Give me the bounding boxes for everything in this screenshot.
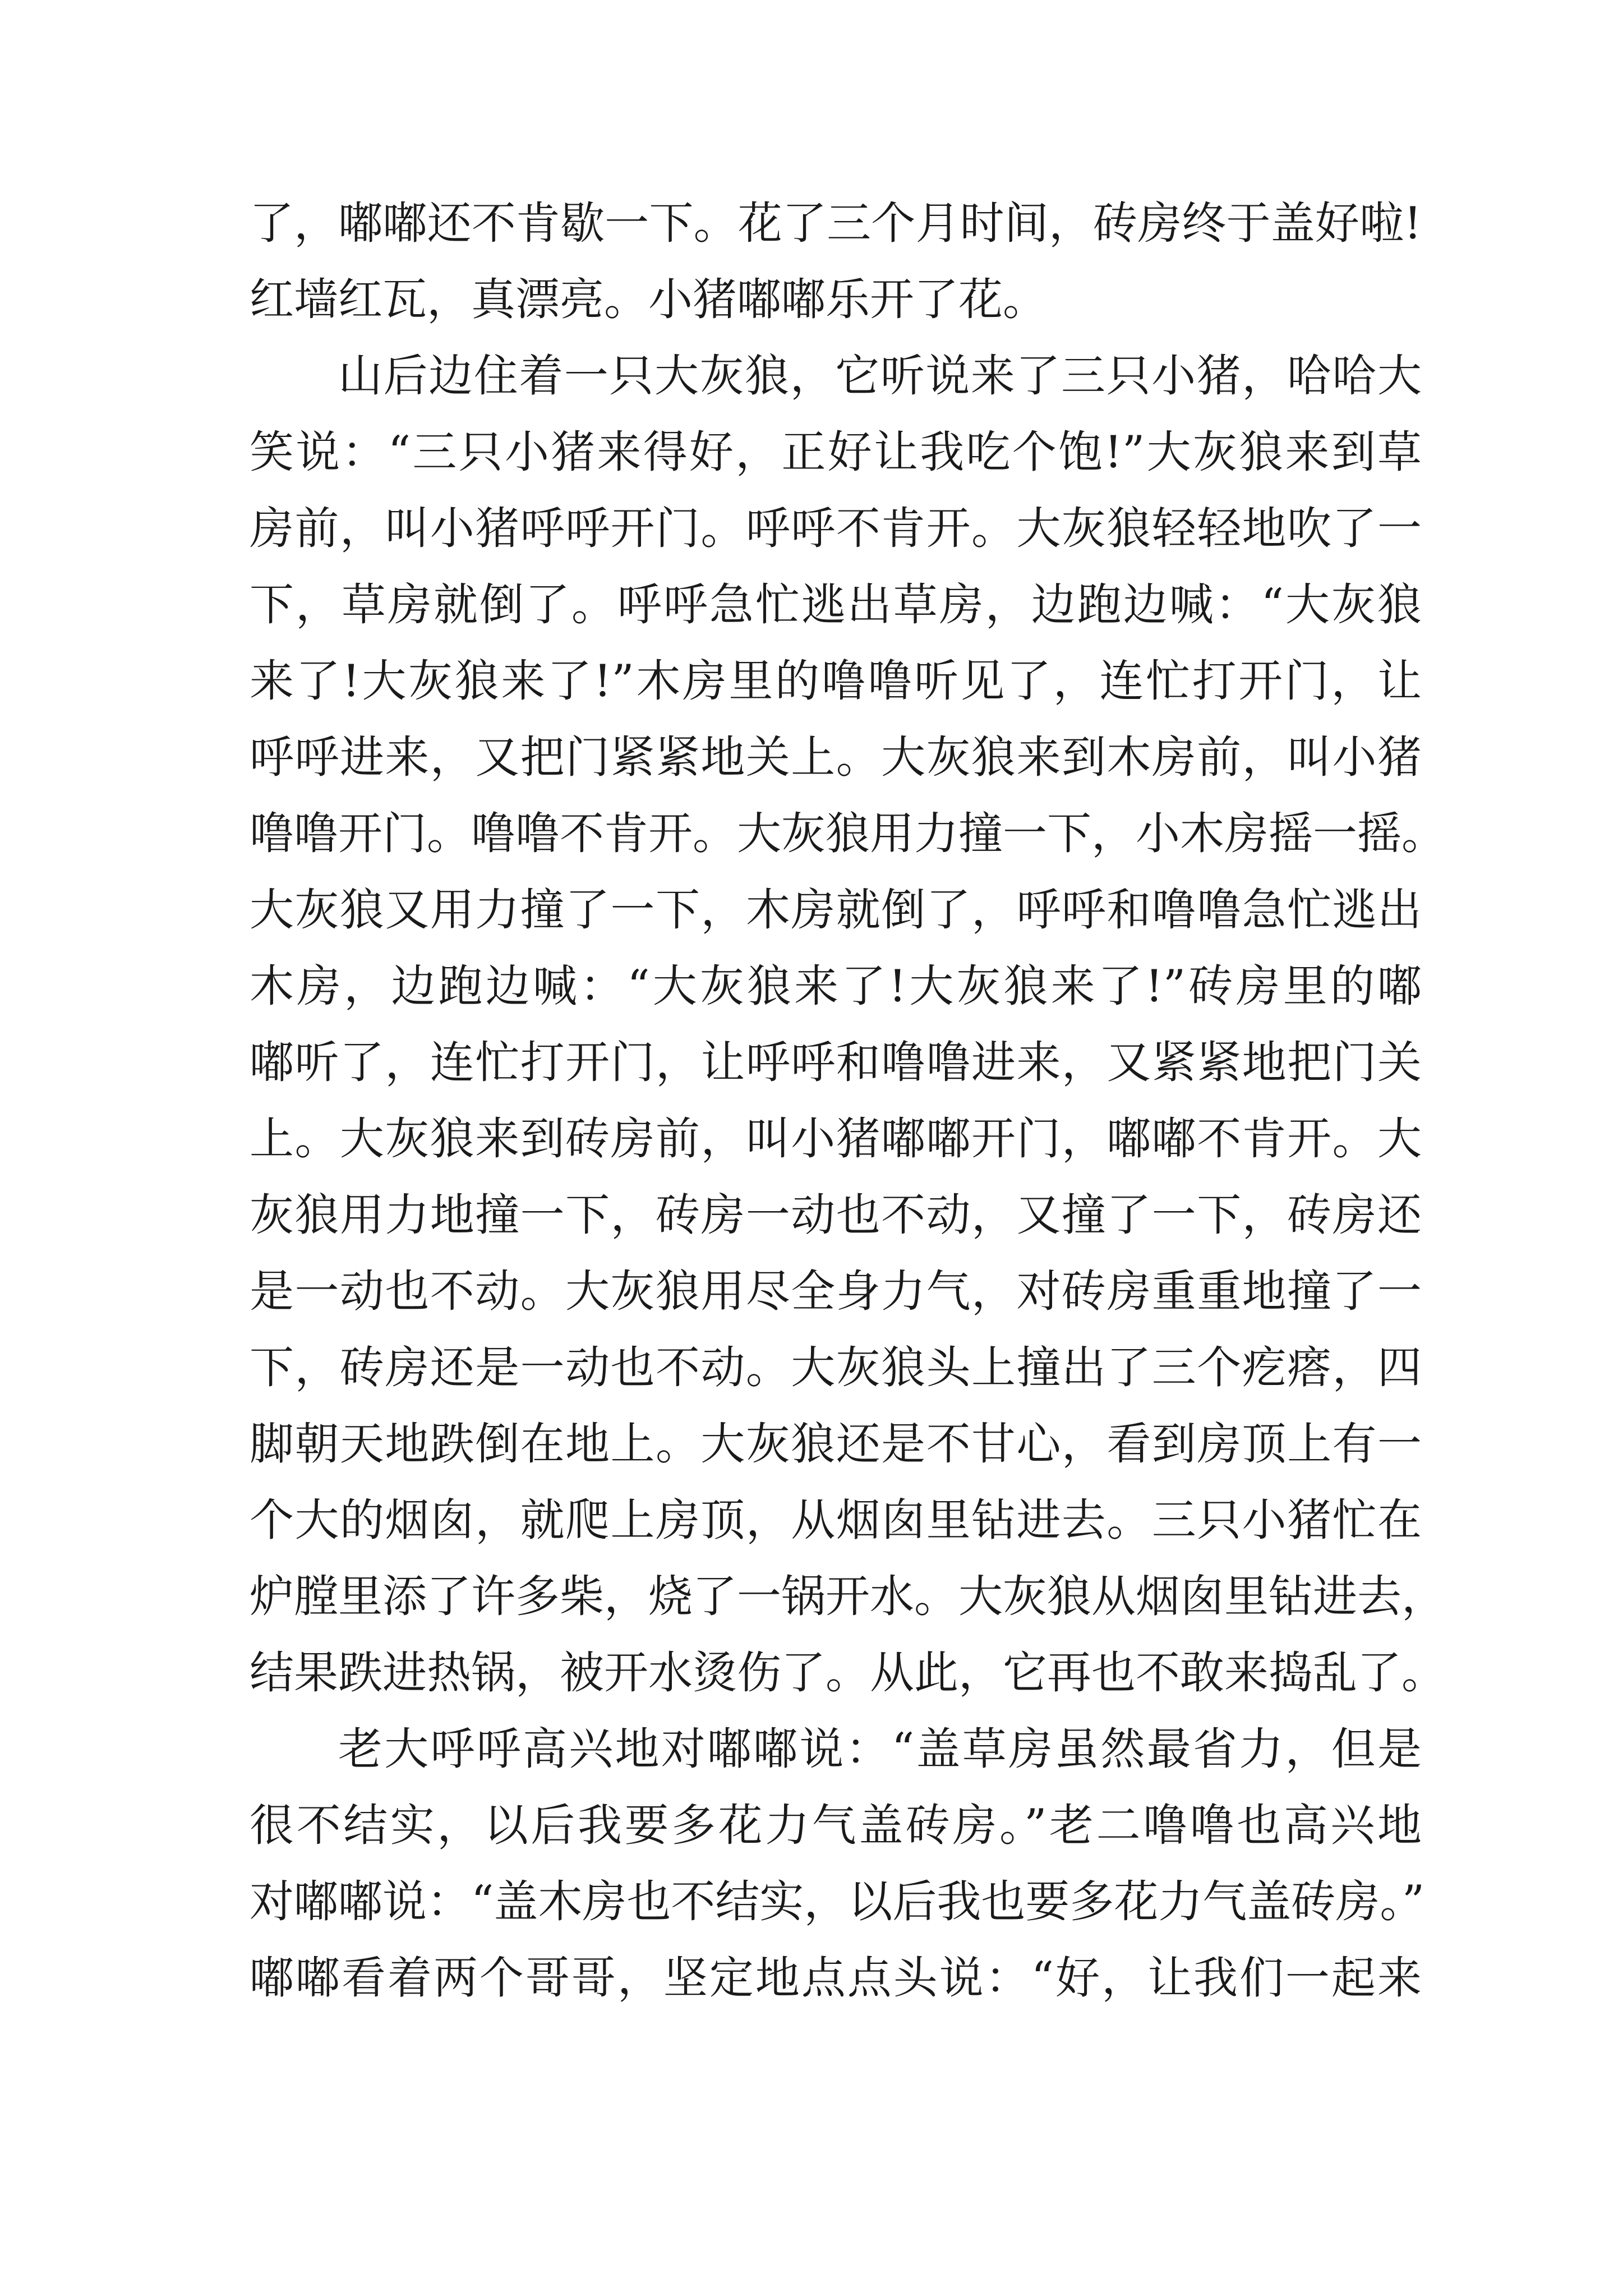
text-line: 呼呼进来，又把门紧紧地关上。大灰狼来到木房前，叫小猪 bbox=[250, 731, 1422, 783]
text-line: 木房，边跑边喊：“大灰狼来了!大灰狼来了!”砖房里的嘟 bbox=[250, 960, 1422, 1012]
text-line: 嘟嘟看着两个哥哥，坚定地点点头说：“好，让我们一起来 bbox=[250, 1952, 1422, 2004]
text-line: 嘟听了，连忙打开门，让呼呼和噜噜进来，又紧紧地把门关 bbox=[250, 1037, 1422, 1088]
text-line: 笑说：“三只小猪来得好，正好让我吃个饱!”大灰狼来到草 bbox=[250, 426, 1422, 478]
text-line: 下，草房就倒了。呼呼急忙逃出草房，边跑边喊：“大灰狼 bbox=[250, 579, 1422, 631]
text-line: 上。大灰狼来到砖房前，叫小猪嘟嘟开门，嘟嘟不肯开。大 bbox=[250, 1113, 1422, 1165]
text-line: 房前，叫小猪呼呼开门。呼呼不肯开。大灰狼轻轻地吹了一 bbox=[250, 503, 1422, 554]
paragraph bbox=[250, 1711, 1425, 2016]
text-line: 大灰狼又用力撞了一下，木房就倒了，呼呼和噜噜急忙逃出 bbox=[250, 884, 1422, 936]
paragraph bbox=[250, 338, 1446, 1711]
text-line: 脚朝天地跌倒在地上。大灰狼还是不甘心，看到房顶上有一 bbox=[250, 1418, 1422, 1470]
text-line: 下，砖房还是一动也不动。大灰狼头上撞出了三个疙瘩，四 bbox=[250, 1342, 1422, 1393]
text-line: 来了!大灰狼来了!”木房里的噜噜听见了，连忙打开门，让 bbox=[250, 655, 1422, 707]
text-line: 结果跌进热锅，被开水烫伤了。从此，它再也不敢来捣乱了。 bbox=[250, 1647, 1446, 1699]
text-line: 很不结实，以后我要多花力气盖砖房。”老二噜噜也高兴地 bbox=[250, 1800, 1422, 1851]
text-line: 了，嘟嘟还不肯歇一下。花了三个月时间，砖房终于盖好啦! bbox=[250, 197, 1422, 249]
paragraph bbox=[250, 185, 1422, 338]
text-line: 炉膛里添了许多柴，烧了一锅开水。大灰狼从烟囱里钻进去， bbox=[250, 1571, 1446, 1622]
text-line: 灰狼用力地撞一下，砖房一动也不动，又撞了一下，砖房还 bbox=[250, 1189, 1422, 1241]
text-line: 个大的烟囱，就爬上房顶，从烟囱里钻进去。三只小猪忙在 bbox=[250, 1494, 1422, 1546]
text-line: 红墙红瓦，真漂亮。小猪嘟嘟乐开了花。 bbox=[250, 274, 1047, 325]
text-line: 噜噜开门。噜噜不肯开。大灰狼用力撞一下，小木房摇一摇。 bbox=[250, 808, 1446, 859]
story-text bbox=[250, 185, 1446, 2016]
text-line: 对嘟嘟说：“盖木房也不结实，以后我也要多花力气盖砖房。” bbox=[250, 1876, 1425, 1927]
text-line: 老大呼呼高兴地对嘟嘟说：“盖草房虽然最省力，但是 bbox=[338, 1723, 1422, 1775]
text-line: 山后边住着一只大灰狼，它听说来了三只小猪，哈哈大 bbox=[338, 350, 1422, 402]
text-line: 是一动也不动。大灰狼用尽全身力气，对砖房重重地撞了一 bbox=[250, 1266, 1422, 1317]
